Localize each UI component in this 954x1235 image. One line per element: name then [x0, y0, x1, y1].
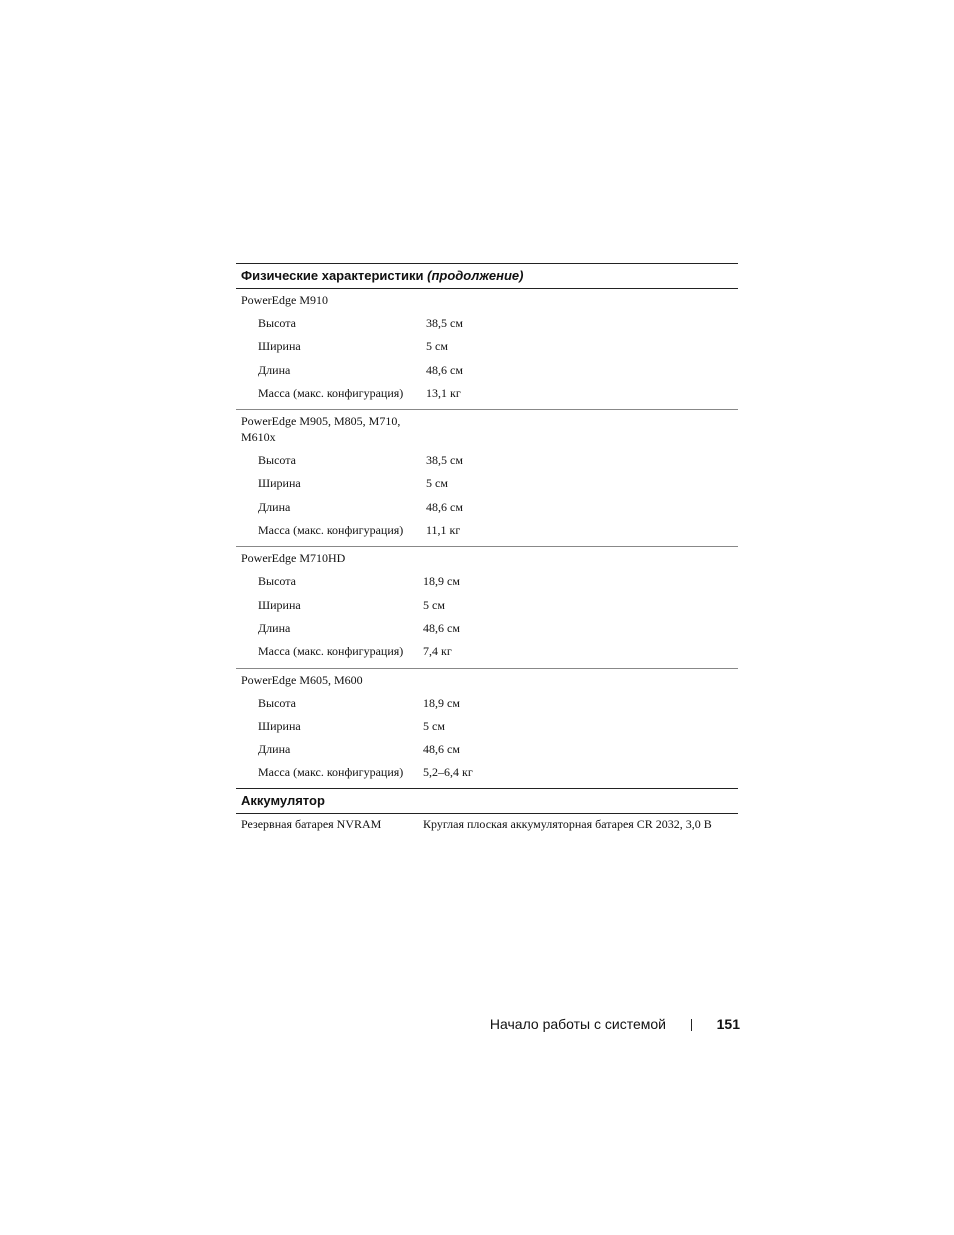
battery-row [236, 814, 738, 836]
spec-value: 13,1 кг [426, 385, 461, 400]
spec-value: 18,9 см [423, 574, 460, 589]
spec-label: Высота [258, 574, 296, 589]
footer-separator [691, 1019, 692, 1031]
spec-row [236, 692, 738, 715]
spec-value: 5 см [426, 476, 448, 491]
spec-value: 5 см [423, 597, 445, 612]
physical-section-header [236, 263, 738, 289]
spec-value: 38,5 см [426, 453, 463, 468]
spec-value: 18,9 см [423, 695, 460, 710]
spec-label: Высота [258, 453, 296, 468]
spec-value: 11,1 кг [426, 523, 461, 538]
spec-row [236, 449, 738, 472]
spec-value: 5 см [423, 718, 445, 733]
spec-label: Длина [258, 362, 291, 377]
spec-row [236, 496, 738, 519]
spec-row [236, 359, 738, 382]
battery-value: Круглая плоская аккумуляторная батарея CR 2032, 3,0 В [423, 817, 712, 832]
spec-row [236, 382, 738, 405]
group-title [236, 410, 738, 449]
page-number: 151 [716, 1016, 740, 1032]
battery-title: Аккумулятор [241, 793, 325, 809]
spec-row [236, 738, 738, 761]
spec-value: 48,6 см [423, 620, 460, 635]
spec-row [236, 761, 738, 788]
footer-chapter-title: Начало работы с системой [489, 1016, 666, 1032]
spec-label: Высота [258, 695, 296, 710]
spec-label: Ширина [258, 476, 301, 491]
spec-value: 48,6 см [423, 742, 460, 757]
spec-label: Масса (макс. конфигурация) [258, 385, 404, 400]
battery-label: Резервная батарея NVRAM [241, 817, 382, 832]
physical-title: Физические характеристики [241, 268, 424, 283]
spec-row [236, 570, 738, 593]
spec-value: 5 см [426, 339, 448, 354]
spec-label: Ширина [258, 339, 301, 354]
spec-row [236, 617, 738, 640]
spec-row [236, 640, 738, 663]
spec-label: Масса (макс. конфигурация) [258, 523, 404, 538]
spec-label: Масса (макс. конфигурация) [258, 644, 404, 659]
group-title-line: PowerEdge M905, M805, M710, [241, 414, 401, 429]
spec-label: Длина [258, 620, 291, 635]
spec-value: 48,6 см [426, 362, 463, 377]
spec-value: 5,2–6,4 кг [423, 765, 473, 780]
spec-label: Масса (макс. конфигурация) [258, 765, 404, 780]
spec-label: Ширина [258, 718, 301, 733]
spec-row [236, 519, 738, 542]
spec-row [236, 594, 738, 617]
spec-value: 7,4 кг [423, 644, 452, 659]
spec-value: 38,5 см [426, 316, 463, 330]
spec-label: Ширина [258, 597, 301, 612]
spec-label: Длина [258, 499, 291, 514]
spec-label: Длина [258, 742, 291, 757]
spec-group [236, 669, 738, 789]
spec-value: 48,6 см [426, 499, 463, 514]
group-title: PowerEdge M605, M600 [241, 672, 363, 687]
spec-label: Высота [258, 316, 296, 330]
specs-table [236, 263, 738, 836]
spec-group [236, 410, 738, 547]
physical-title-suffix: (продолжение) [427, 268, 524, 283]
group-title: PowerEdge M710HD [241, 551, 346, 566]
spec-group [236, 289, 738, 410]
group-title-line: M610x [241, 430, 276, 445]
battery-section-header [236, 788, 738, 814]
spec-row [236, 335, 738, 358]
spec-group [236, 547, 738, 668]
group-title: PowerEdge M910 [241, 293, 328, 307]
spec-row [236, 472, 738, 495]
spec-row [236, 715, 738, 738]
spec-row [236, 312, 738, 335]
